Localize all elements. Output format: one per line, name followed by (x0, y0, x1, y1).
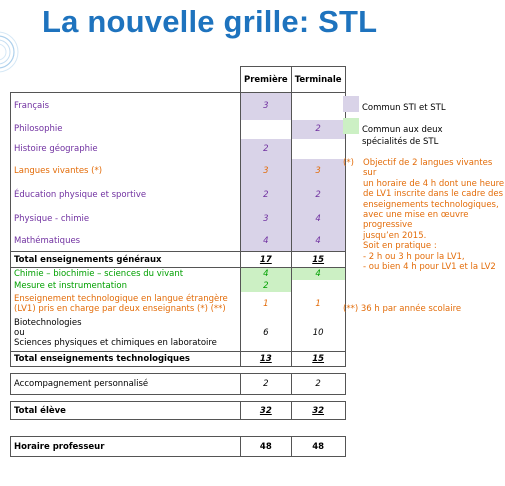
table-row (11, 292, 346, 316)
cell-terminale: 4 (291, 207, 345, 231)
cell-premiere: 3 (241, 207, 292, 231)
footnote-body (363, 158, 505, 272)
legend-commun-stl: Commun STI et STL (362, 103, 446, 113)
cell-terminale: 4 (291, 268, 345, 280)
cell-premiere: 2 (241, 280, 292, 292)
header-terminale: Terminale (291, 67, 345, 93)
footnote-36h: (**) 36 h par année scolaire (343, 304, 462, 314)
row-label: Philosophie (11, 120, 241, 139)
table-header (11, 67, 346, 93)
row-label-line: Enseignement technologique en langue étrangère (14, 293, 228, 304)
total-tech-row (11, 352, 346, 367)
cell-terminale: 2 (291, 120, 345, 139)
footnote-line: avec une mise en œuvre progressive (363, 210, 469, 231)
row-label-line: (LV1) pris en charge par deux enseignants (*) (**) (14, 303, 226, 314)
row-label-line: ou (14, 328, 25, 339)
cell-terminale (291, 280, 345, 292)
row-label: Éducation physique et sportive (11, 183, 241, 207)
cell-premiere: 4 (241, 231, 292, 252)
schedule-table (10, 66, 346, 457)
legend-swatch-green (343, 118, 359, 134)
total-tech-label: Total enseignements technologiques (11, 352, 241, 367)
cell-premiere: 2 (241, 183, 292, 207)
total-general-premiere: 17 (241, 252, 292, 268)
row-label: Chimie – biochimie – sciences du vivant (11, 268, 241, 280)
total-general-terminale: 15 (291, 252, 345, 268)
table-row (11, 207, 346, 231)
cell-terminale: 2 (291, 183, 345, 207)
cell-premiere: 2 (241, 139, 292, 159)
row-label: Français (11, 93, 241, 120)
footnote-line: jusqu’en 2015. (363, 230, 427, 241)
footnote-line: Objectif de 2 langues vivantes sur (363, 158, 493, 179)
table-row (11, 316, 346, 352)
horaire-label: Horaire professeur (11, 437, 241, 457)
cell-premiere (241, 120, 292, 139)
cell-terminale (291, 93, 345, 120)
footnote-langues (343, 158, 505, 272)
legend-swatch-lavender (343, 96, 359, 112)
row-label: Mathématiques (11, 231, 241, 252)
horaire-row (11, 437, 346, 457)
accompagnement-label: Accompagnement personnalisé (11, 374, 241, 395)
horaire-terminale: 48 (291, 437, 345, 457)
row-label (11, 292, 241, 316)
table-row (11, 159, 346, 183)
cell-premiere: 1 (241, 292, 292, 316)
cell-terminale: 4 (291, 231, 345, 252)
cell-premiere: 6 (241, 316, 292, 352)
accompagnement-premiere: 2 (241, 374, 292, 395)
footnote-line: enseignements technologiques, (363, 199, 499, 210)
cell-premiere: 3 (241, 159, 292, 183)
total-eleve-premiere: 32 (241, 402, 292, 420)
footnote-line: un horaire de 4 h dont une heure (363, 178, 505, 189)
total-eleve-terminale: 32 (291, 402, 345, 420)
total-eleve-row (11, 402, 346, 420)
cell-terminale: 10 (291, 316, 345, 352)
table-row (11, 231, 346, 252)
footnote-marker: (*) (343, 158, 354, 168)
total-tech-premiere: 13 (241, 352, 292, 367)
header-premiere: Première (241, 67, 292, 93)
row-label: Mesure et instrumentation (11, 280, 241, 292)
row-label: Langues vivantes (*) (11, 159, 241, 183)
accompagnement-row (11, 374, 346, 395)
row-label: Histoire géographie (11, 139, 241, 159)
table-row (11, 280, 346, 292)
row-label (11, 316, 241, 352)
cell-premiere: 4 (241, 268, 292, 280)
cell-premiere: 3 (241, 93, 292, 120)
footnote-line: - ou bien 4 h pour LV1 et la LV2 (363, 262, 496, 273)
horaire-premiere: 48 (241, 437, 292, 457)
total-general-row (11, 252, 346, 268)
accompagnement-terminale: 2 (291, 374, 345, 395)
row-label: Physique - chimie (11, 207, 241, 231)
footnote-line: Soit en pratique : (363, 241, 437, 252)
table-row (11, 120, 346, 139)
cell-terminale (291, 139, 345, 159)
table-row (11, 183, 346, 207)
cell-terminale: 1 (291, 292, 345, 316)
page-title: La nouvelle grille: STL (42, 4, 378, 39)
table-row (11, 93, 346, 120)
row-label-line: Sciences physiques et chimiques en laboratoire (14, 338, 217, 349)
total-general-label: Total enseignements généraux (11, 252, 241, 268)
table-row (11, 268, 346, 280)
footnote-line: de LV1 inscrite dans le cadre des (363, 189, 504, 200)
cell-terminale: 3 (291, 159, 345, 183)
total-tech-terminale: 15 (291, 352, 345, 367)
total-eleve-label: Total élève (11, 402, 241, 420)
legend-commun-deux: Commun aux deux spécialités de STL (362, 125, 443, 147)
table-row (11, 139, 346, 159)
row-label-line: Biotechnologies (14, 318, 82, 329)
footnote-line: - 2 h ou 3 h pour la LV1, (363, 251, 465, 262)
